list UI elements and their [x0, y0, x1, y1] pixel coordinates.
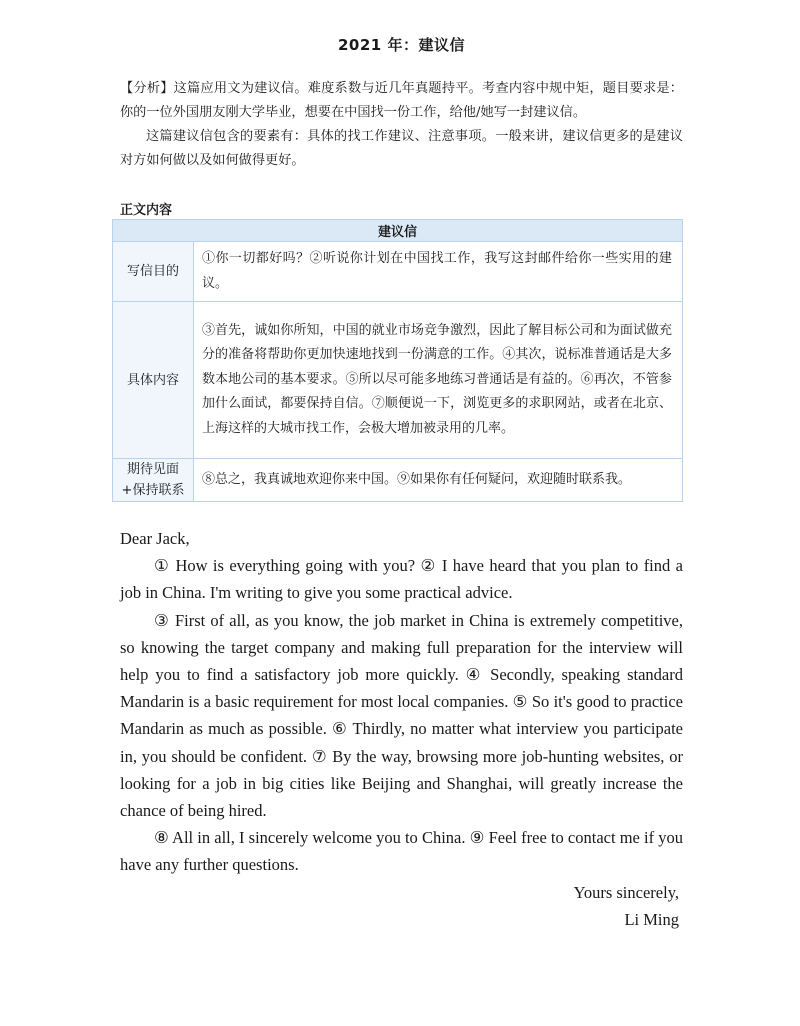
- table-row: [113, 242, 683, 302]
- letter-paragraph: ⑧ All in all, I sincerely welcome you to China. ⑨ Feel free to contact me if you have any further questions.: [120, 828, 683, 875]
- analysis-paragraph: 这篇建议信包含的要素有：具体的找工作建议、注意事项。一般来讲，建议信更多的是建议对方如何做以及如何做得更好。: [120, 129, 683, 168]
- row-label: 写信目的: [113, 242, 194, 302]
- row-content: ⑧总之，我真诚地欢迎你来中国。⑨如果你有任何疑问，欢迎随时联系我。: [194, 459, 683, 502]
- letter-salutation: Dear Jack,: [120, 529, 190, 548]
- row-label: 具体内容: [113, 302, 194, 459]
- letter-paragraph: ③ First of all, as you know, the job market in China is extremely competitive, so knowing the target company and making full preparation for the interview will help you to find a satisfactory job more quickly. ④ Secondly, speaking standard Mandarin is a basic requirement for most local companies. ⑤ So it's good to practice Mandarin as much as possible. ⑥ Thirdly, no matter what interview you participate in, you should be confident. ⑦ By the way, browsing more job-hunting websites, or looking for a job in big cities like Beijing and Shanghai, will greatly increase the chance of being hired.: [120, 610, 683, 821]
- letter-signature: Li Ming: [624, 910, 679, 929]
- page-title: 2021 年：建议信: [338, 36, 465, 54]
- letter-paragraph: ① How is everything going with you? ② I have heard that you plan to find a job in China. I'm writing to give you some practical advice.: [120, 556, 683, 603]
- section-heading: 正文内容: [120, 203, 173, 218]
- analysis-paragraph: 【分析】这篇应用文为建议信。难度系数与近几年真题持平。考查内容中规中矩，题目要求是：你的一位外国朋友刚大学毕业，想要在中国找一份工作，给他/她写一封建议信。: [120, 81, 683, 120]
- row-content: ①你一切都好吗？②听说你计划在中国找工作，我写这封邮件给你一些实用的建议。: [194, 242, 683, 302]
- row-content: ③首先，诚如你所知，中国的就业市场竞争激烈，因此了解目标公司和为面试做充分的准备将帮助你更加快速地找到一份满意的工作。④其次，说标准普通话是大多数本地公司的基本要求。⑤所以尽可能多地练习普通话是有益的。⑥再次，不管参加什么面试，都要保持自信。⑦顺便说一下，浏览更多的求职网站，或者在北京、上海这样的大城市找工作，会极大增加被录用的几率。: [194, 302, 683, 459]
- letter-body: [120, 525, 683, 879]
- row-label: [113, 459, 194, 502]
- row-label-line: 期待见面: [126, 462, 179, 477]
- outline-table-header: 建议信: [113, 220, 683, 242]
- analysis-section: [120, 77, 683, 173]
- letter-closing: Yours sincerely,: [573, 883, 679, 902]
- outline-table: [112, 219, 683, 502]
- table-row: [113, 302, 683, 459]
- letter-signoff: [120, 879, 679, 933]
- table-row: [113, 459, 683, 502]
- row-label-line: +保持联系: [121, 483, 185, 498]
